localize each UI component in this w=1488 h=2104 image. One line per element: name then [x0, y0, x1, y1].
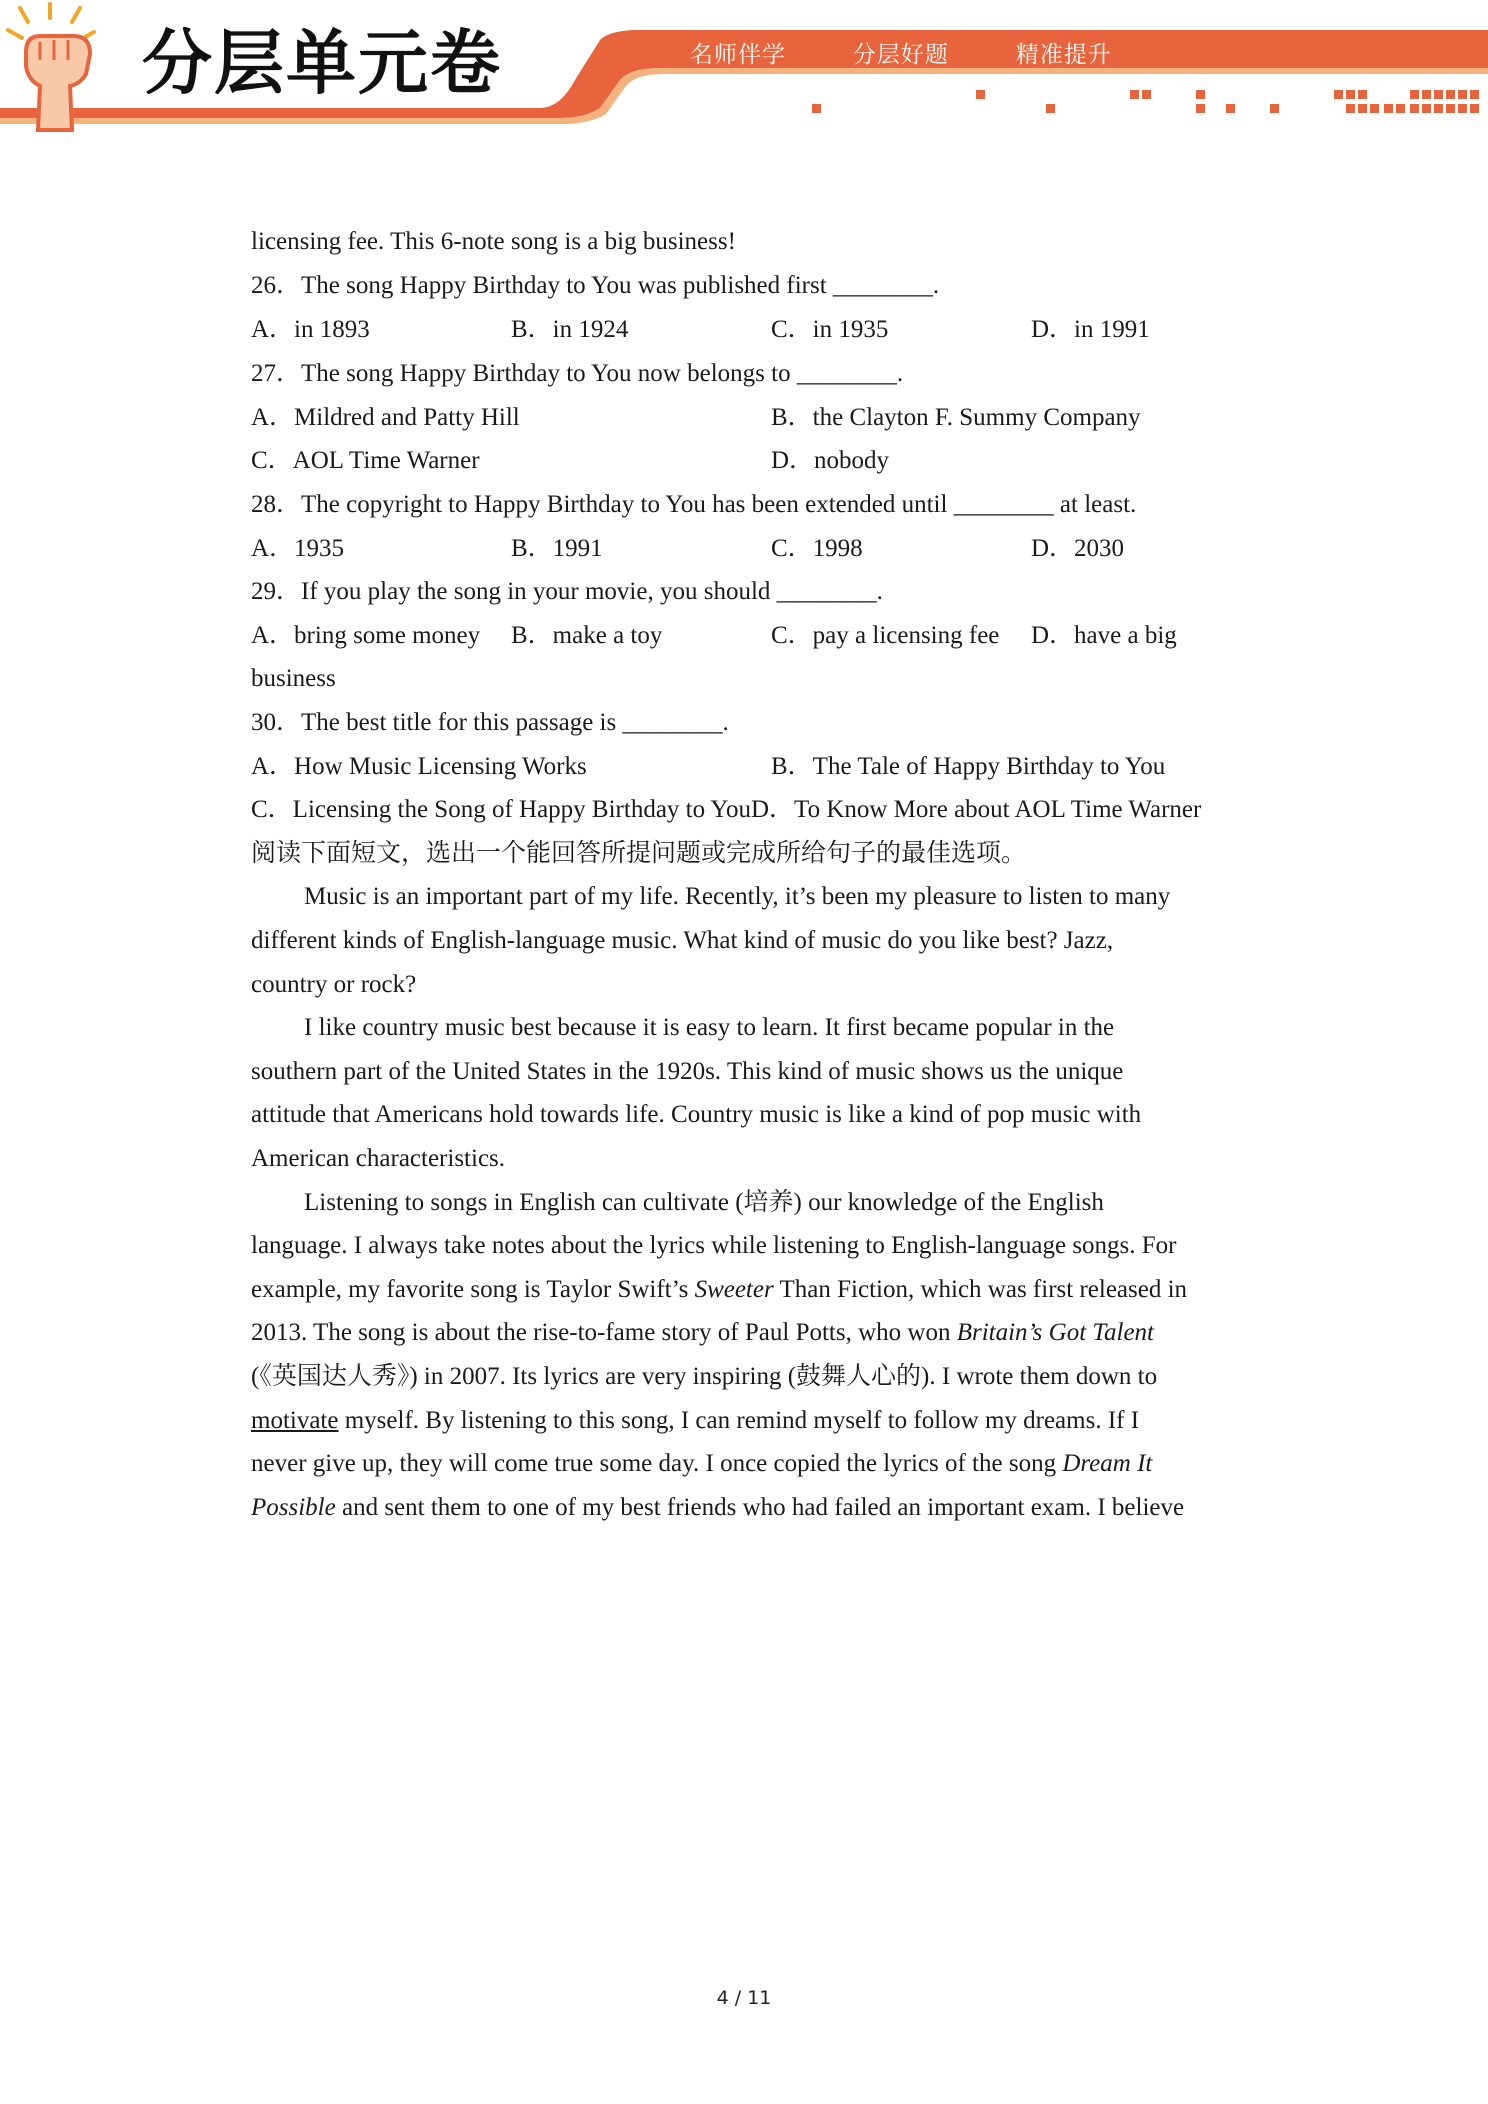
options-row-28: [251, 534, 1251, 564]
header-slogan: 名师伴学 分层好题 精准提升: [690, 42, 1112, 68]
question-27: 27．The song Happy Birthday to You now belongs to ________.: [251, 360, 904, 387]
page-header: [0, 0, 1488, 140]
option-c: C．AOL Time Warner: [251, 447, 480, 474]
option-a: A．Mildred and Patty Hill: [251, 404, 520, 431]
header-pixel-squares: [812, 90, 1479, 113]
page-number: 4 / 11: [716, 1987, 772, 2009]
option-d: D．2030: [1031, 535, 1125, 562]
option-d: D．in 1991: [1031, 316, 1150, 343]
passage-line: different kinds of English-language music. What kind of music do you like best? Jazz,: [251, 927, 1114, 954]
passage-line: American characteristics.: [251, 1145, 506, 1172]
text-span: 2013. The song is about the rise-to-fame story of Paul Potts, who won: [251, 1319, 957, 1346]
passage-line: [251, 1318, 1154, 1348]
question-28: 28．The copyright to Happy Birthday to You has been extended until ________ at least.: [251, 491, 1137, 518]
passage-line: attitude that Americans hold towards life. Country music is like a kind of pop music with: [251, 1101, 1142, 1128]
options-row-26: [251, 315, 1251, 345]
passage-line: country or rock?: [251, 971, 417, 998]
question-30: 30．The best title for this passage is ________.: [251, 709, 729, 736]
text-line: licensing fee. This 6-note song is a big business!: [251, 228, 736, 255]
options-row-29: [251, 621, 1251, 651]
text-span: never give up, they will come true some day. I once copied the lyrics of the song: [251, 1450, 1063, 1477]
option-b: B．in 1924: [511, 316, 629, 343]
text-span: myself. By listening to this song, I can remind myself to follow my dreams. If I: [338, 1407, 1140, 1434]
question-26: 26．The song Happy Birthday to You was published first ________.: [251, 272, 940, 299]
passage-line: [251, 1275, 1187, 1305]
option-a: A．How Music Licensing Works: [251, 753, 587, 780]
text-span: Than Fiction, which was first released in: [773, 1276, 1188, 1303]
option-a: A．in 1893: [251, 316, 370, 343]
option-c: C．in 1935: [771, 316, 889, 343]
options-row-27-cd: [251, 446, 1251, 476]
passage-line: (《英国达人秀》) in 2007. Its lyrics are very inspiring (鼓舞人心的). I wrote them down to: [251, 1363, 1158, 1390]
passage-line: [251, 1406, 1139, 1436]
option-b: B．the Clayton F. Summy Company: [771, 404, 1141, 431]
passage-line: I like country music best because it is easy to learn. It first became popular in the: [304, 1014, 1115, 1041]
passage-line: [251, 1493, 1184, 1523]
passage-line: southern part of the United States in the 1920s. This kind of music shows us the unique: [251, 1058, 1124, 1085]
passage-line: language. I always take notes about the lyrics while listening to English-language songs. For: [251, 1232, 1177, 1259]
option-b: B．make a toy: [511, 622, 663, 649]
option-d: D．have a big: [1031, 622, 1177, 649]
option-b: B．1991: [511, 535, 603, 562]
brand-title: 分层单元卷: [142, 22, 502, 104]
passage-line: [251, 1449, 1152, 1479]
italic-title: Possible: [251, 1494, 336, 1521]
option-a: A．bring some money: [251, 622, 481, 649]
options-row-30-cd: C．Licensing the Song of Happy Birthday to YouD．To Know More about AOL Time Warner: [251, 796, 1202, 823]
option-c: C．pay a licensing fee: [771, 622, 1000, 649]
reading-instruction: 阅读下面短文，选出一个能回答所提问题或完成所给句子的最佳选项。: [251, 840, 1027, 867]
option-c: C．1998: [771, 535, 863, 562]
italic-title: Dream It: [1062, 1450, 1153, 1477]
question-29: 29．If you play the song in your movie, you should ________.: [251, 578, 883, 605]
text-span: and sent them to one of my best friends who had failed an important exam. I believe: [335, 1494, 1185, 1521]
passage-line: Listening to songs in English can cultivate (培养) our knowledge of the English: [304, 1189, 1104, 1216]
option-d: D．nobody: [771, 447, 890, 474]
text-span: example, my favorite song is Taylor Swift’s: [251, 1276, 695, 1303]
options-row-30-ab: [251, 752, 1251, 782]
options-row-27-ab: [251, 403, 1251, 433]
option-a: A．1935: [251, 535, 345, 562]
option-d-continued: business: [251, 665, 336, 692]
italic-title: Britain’s Got Talent: [956, 1319, 1154, 1346]
underlined-word: motivate: [251, 1407, 339, 1434]
option-b: B．The Tale of Happy Birthday to You: [771, 753, 1166, 780]
italic-title: Sweeter: [694, 1276, 774, 1303]
passage-line: Music is an important part of my life. Recently, it’s been my pleasure to listen to many: [304, 883, 1171, 910]
